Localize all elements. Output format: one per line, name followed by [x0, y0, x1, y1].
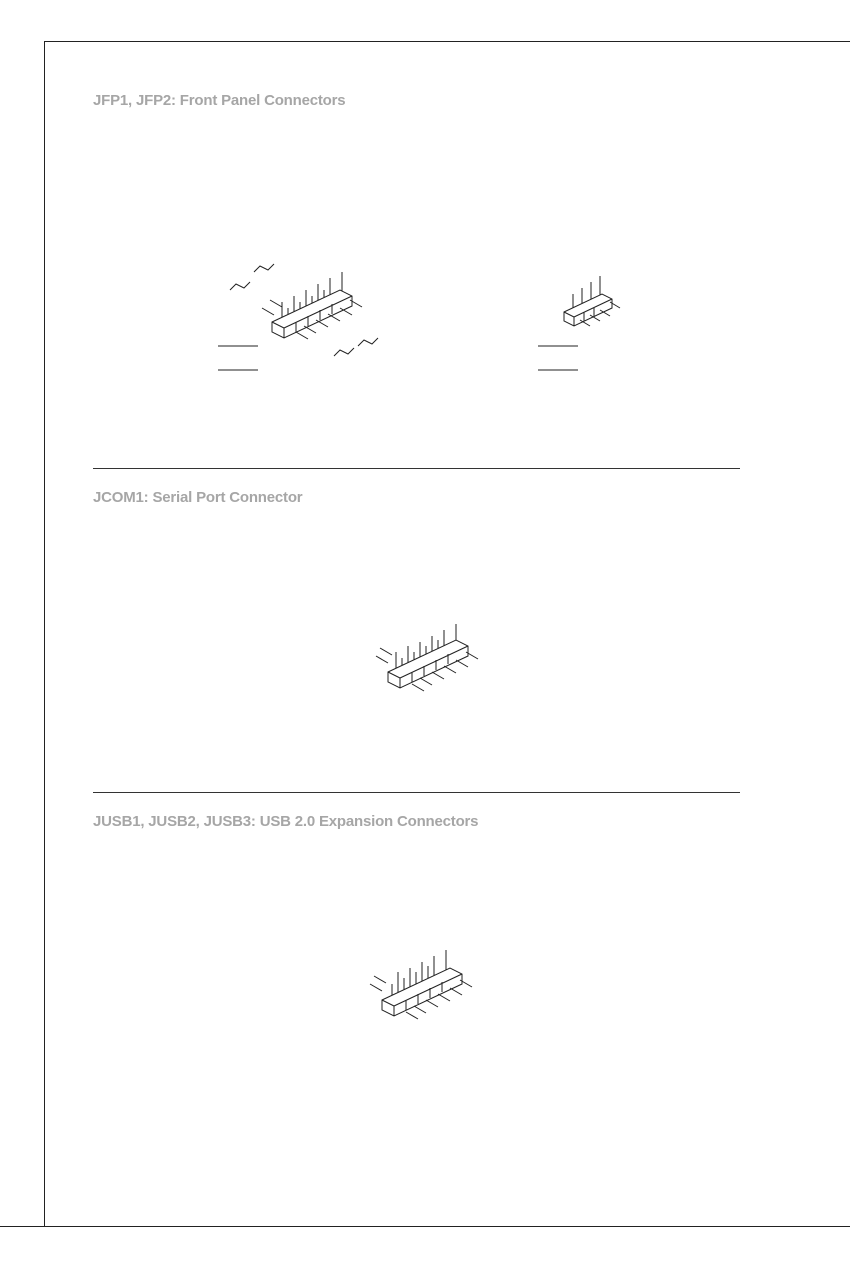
section-title-usb-expansion: JUSB1, JUSB2, JUSB3: USB 2.0 Expansion Connectors: [93, 813, 479, 830]
section-title-serial-port: JCOM1: Serial Port Connector: [93, 489, 303, 506]
jcom1-header-illustration: [376, 624, 478, 691]
jfp2-header-illustration: [538, 276, 620, 370]
jfp1-header-illustration: [218, 264, 378, 370]
jusb-header-illustration: [370, 950, 472, 1019]
section-title-front-panel: JFP1, JFP2: Front Panel Connectors: [93, 92, 346, 109]
